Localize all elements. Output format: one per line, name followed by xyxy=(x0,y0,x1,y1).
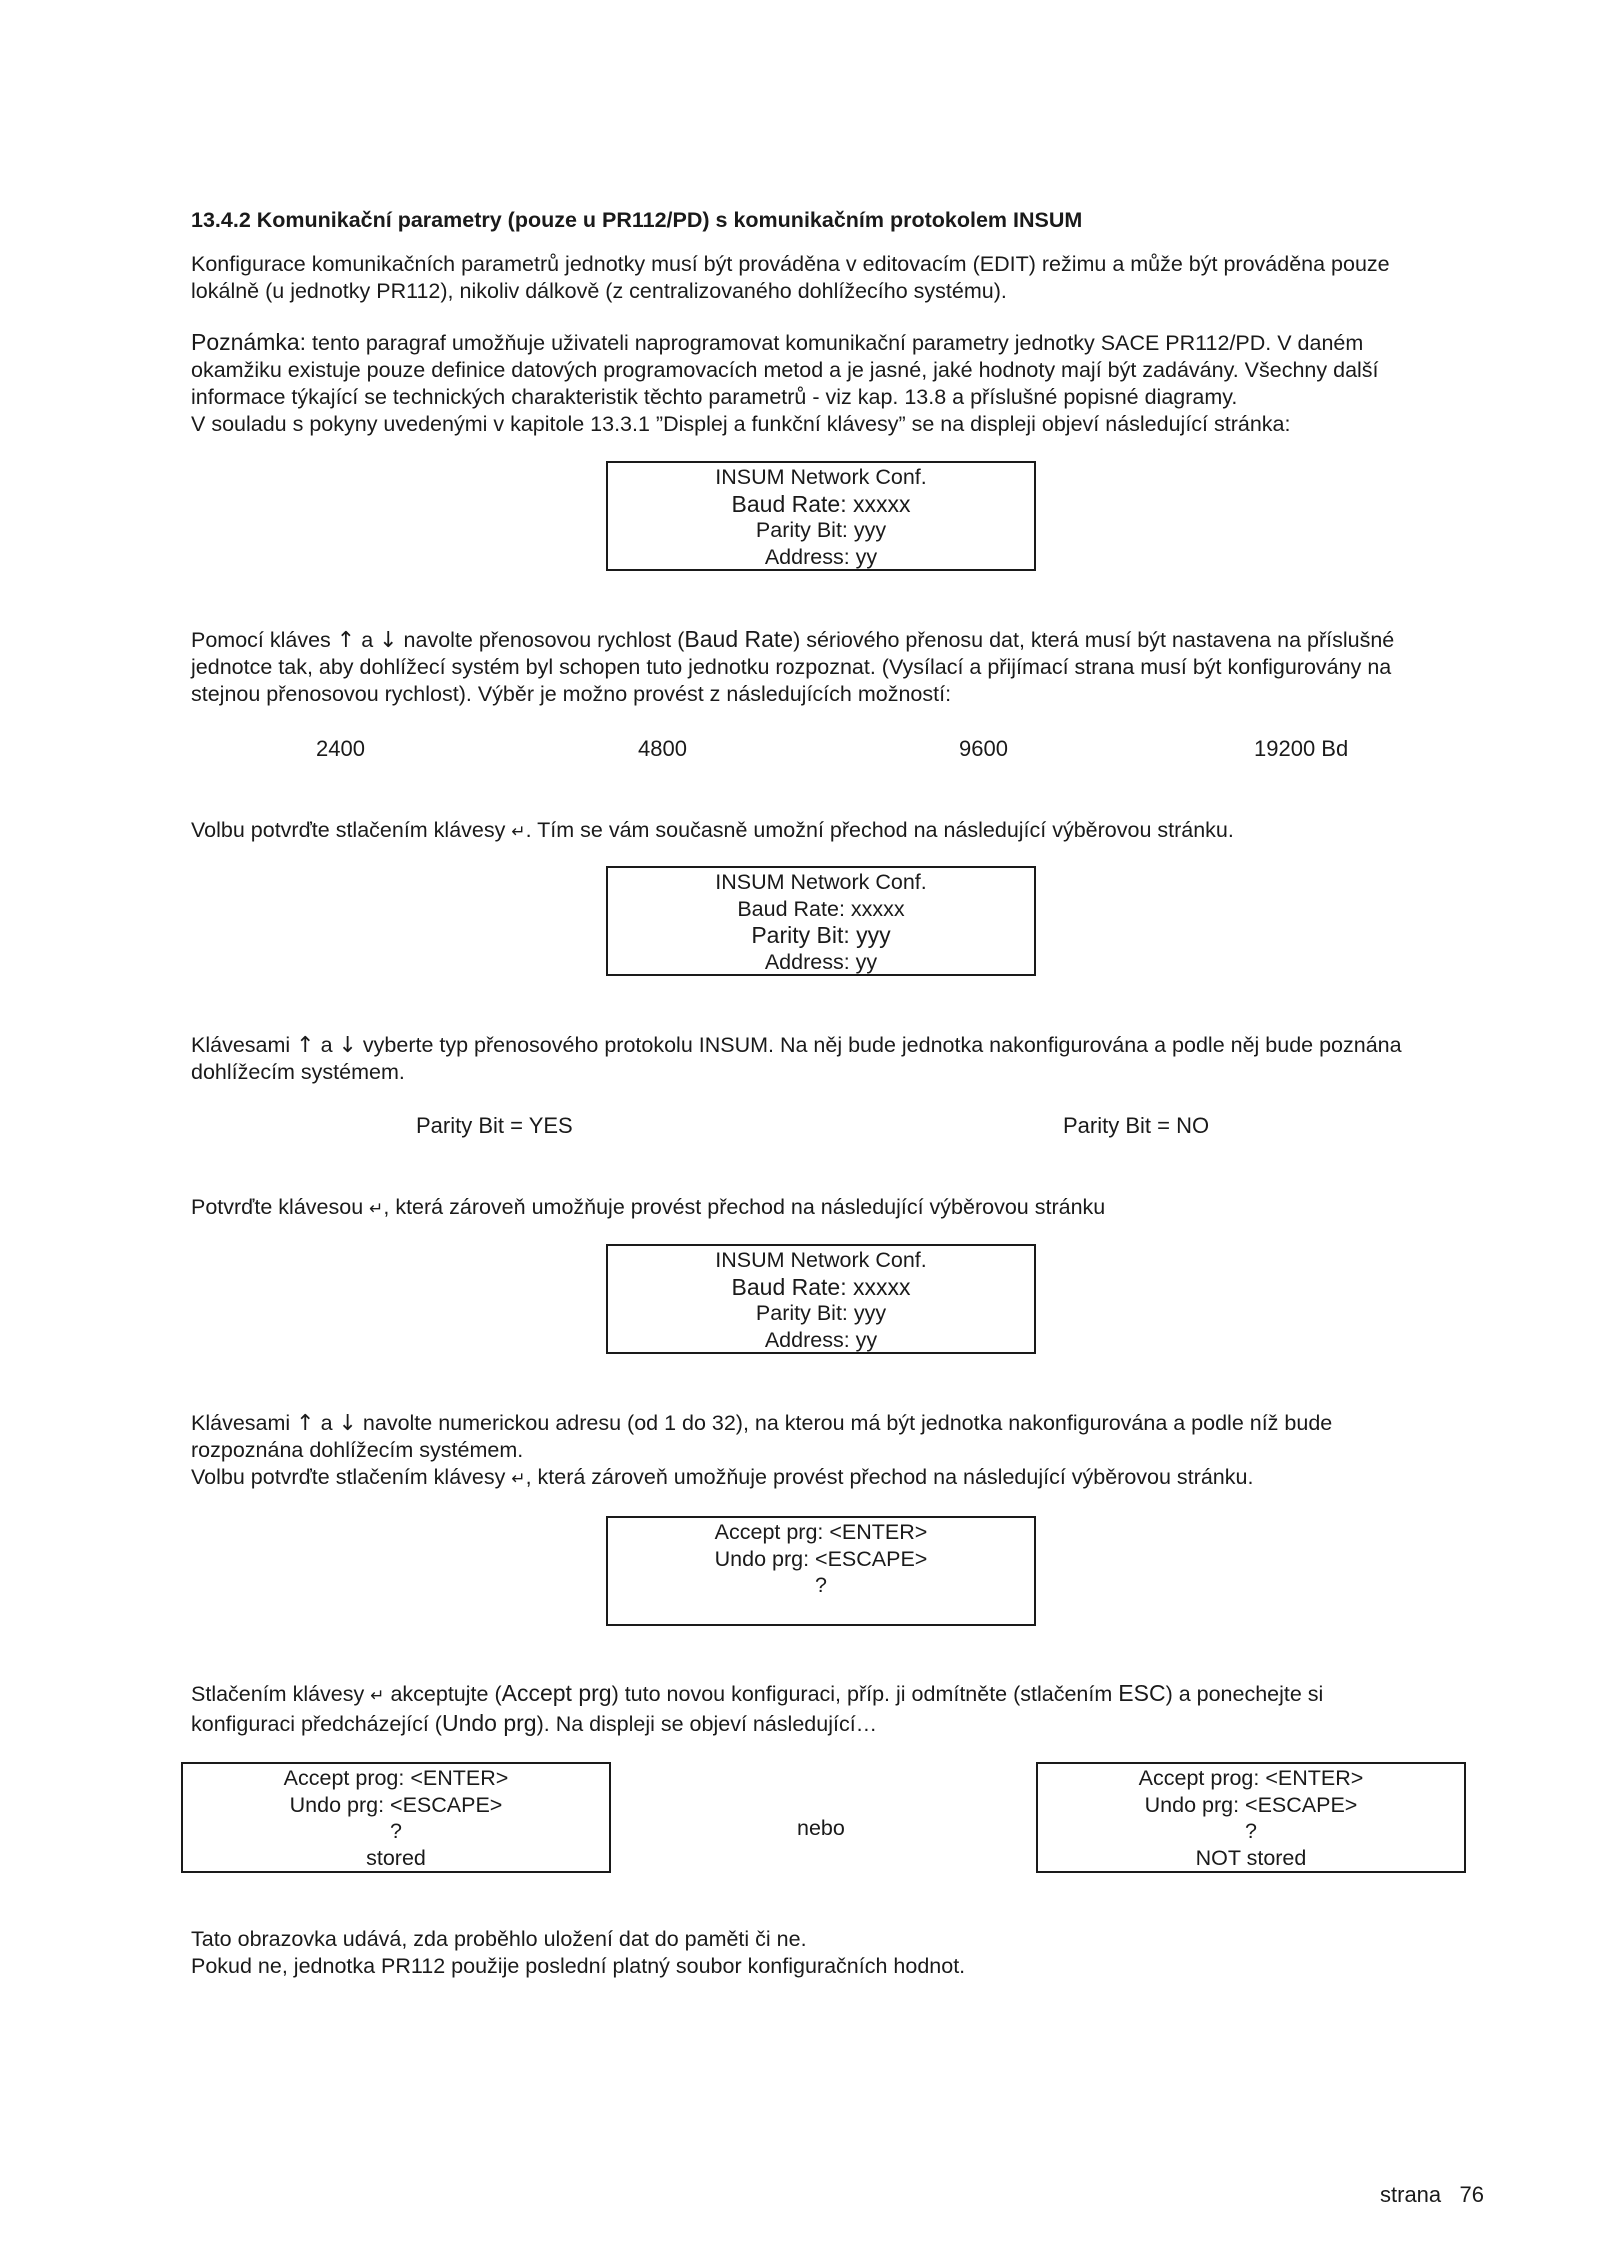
lcd-title: INSUM Network Conf. xyxy=(715,1248,927,1272)
intro-line-2: lokálně (u jednotky PR112), nikoliv dálkově (z centralizovaného dohlížecího systému). xyxy=(191,279,1007,303)
enter-key-icon: ↵ xyxy=(370,1686,385,1706)
lcd-address: Address: yy xyxy=(764,544,878,569)
baud-paragraph xyxy=(191,626,1491,708)
accept-paragraph xyxy=(191,1680,1491,1738)
lcd-title: INSUM Network Conf. xyxy=(715,870,927,894)
accept-prg-term: Accept prg xyxy=(501,1680,612,1706)
baud-line-3: stejnou přenosovou rychlost). Výběr je možno provést z následujících možností: xyxy=(191,682,952,706)
arrow-up-icon: ↑ xyxy=(296,1411,315,1436)
lcd-parity-bit: Parity Bit: yyy xyxy=(755,518,887,542)
lcd-display-accept xyxy=(606,1516,1036,1626)
arrow-up-icon: ↑ xyxy=(336,628,356,653)
enter-key-icon: ↵ xyxy=(511,1469,526,1489)
arrow-up-icon: ↑ xyxy=(296,1033,315,1058)
lcd-title: INSUM Network Conf. xyxy=(715,465,927,489)
lcd-display-stored xyxy=(181,1762,611,1873)
parity-text-pre: Klávesami xyxy=(191,1033,297,1057)
lcd-undo-line: Undo prg: <ESCAPE> xyxy=(289,1792,503,1817)
note-line-4: V souladu s pokyny uvedenými v kapitole 13.3.1 ”Displej a funkční klávesy” se na displeji objeví následující stránka: xyxy=(191,412,1291,436)
esc-term: ESC xyxy=(1118,1680,1166,1706)
lcd-baud-rate: Baud Rate: xxxxx xyxy=(731,1273,911,1300)
address-paragraph xyxy=(191,1410,1491,1493)
baud-option-9600: 9600 xyxy=(959,736,1008,761)
lcd-undo-line: Undo prg: <ESCAPE> xyxy=(714,1546,928,1571)
page-footer xyxy=(1380,2181,1484,2208)
lcd-baud-rate: Baud Rate: xxxxx xyxy=(737,896,905,921)
accept-line-2 xyxy=(191,1710,1491,1738)
enter-key-icon: ↵ xyxy=(511,822,526,842)
confirm-2-post: , která zároveň umožňuje provést přechod na následující výběrovou stránku xyxy=(383,1195,1106,1219)
accept-line-1 xyxy=(191,1680,1491,1710)
confirm-1-post: . Tím se vám současně umožní přechod na následující výběrovou stránku. xyxy=(525,818,1234,842)
confirm-2-pre: Potvrďte klávesou xyxy=(191,1195,370,1219)
lcd-accept-line: Accept prog: <ENTER> xyxy=(1138,1766,1364,1790)
arrow-down-icon: ↓ xyxy=(379,628,398,653)
section-heading: 13.4.2 Komunikační parametry (pouze u PR112/PD) s komunikačním protokolem INSUM xyxy=(191,208,1083,232)
nebo-label: nebo xyxy=(797,1816,845,1840)
lcd-question-line: ? xyxy=(815,1573,827,1597)
baud-line-2: jednotce tak, aby dohlížecí systém byl schopen tuto jednotku rozpoznat. (Vysílací a přijímací strana musí být konfigurovány na xyxy=(191,655,1392,679)
lcd-accept-line: Accept prg: <ENTER> xyxy=(714,1520,928,1544)
note-line-3: informace týkající se technických charakteristik těchto parametrů - viz kap. 13.8 a příslušné popisné diagramy. xyxy=(191,385,1238,409)
accept-line-2-post: ). Na displeji se objeví následující… xyxy=(536,1712,878,1736)
parity-paragraph xyxy=(191,1032,1491,1086)
accept-text-mid3: ) a ponechejte si xyxy=(1165,1682,1324,1706)
accept-text-mid1: akceptujte ( xyxy=(384,1682,502,1706)
address-line-3 xyxy=(191,1464,1491,1493)
confirm-2-line xyxy=(191,1194,1491,1223)
confirm-1-line xyxy=(191,817,1491,846)
accept-text-pre: Stlačením klávesy xyxy=(191,1682,371,1706)
lcd-address: Address: yy xyxy=(764,1327,878,1352)
note-label: Poznámka: xyxy=(191,329,307,355)
baud-rate-term: Baud Rate xyxy=(684,626,794,652)
lcd-display-network-baud xyxy=(606,461,1036,571)
intro-paragraph xyxy=(191,251,1491,305)
lcd-parity-bit: Parity Bit: yyy xyxy=(755,1301,887,1325)
address-line-3-post: , která zároveň umožňuje provést přechod na následující výběrovou stránku. xyxy=(525,1465,1254,1489)
address-line-1 xyxy=(191,1410,1491,1437)
parity-line-1 xyxy=(191,1032,1491,1059)
page-number: 76 xyxy=(1459,2182,1484,2207)
baud-option-4800: 4800 xyxy=(638,736,687,761)
lcd-baud-rate: Baud Rate: xxxxx xyxy=(731,490,911,517)
arrow-down-icon: ↓ xyxy=(338,1033,357,1058)
lcd-question-line: ? xyxy=(390,1819,402,1843)
lcd-parity-bit: Parity Bit: yyy xyxy=(751,922,891,948)
lcd-not-stored-line: NOT stored xyxy=(1195,1845,1307,1870)
lcd-accept-line: Accept prog: <ENTER> xyxy=(283,1766,509,1790)
baud-line-1 xyxy=(191,626,1491,654)
address-text-post: navolte numerickou adresu (od 1 do 32), na kterou má být jednotka nakonfigurována a podle níž bude xyxy=(356,1411,1333,1435)
lcd-display-not-stored xyxy=(1036,1762,1466,1873)
baud-text-post: ) sériového přenosu dat, která musí být nastavena na příslušné xyxy=(793,628,1395,652)
lcd-stored-line: stored xyxy=(366,1845,426,1870)
note-line-1-text: tento paragraf umožňuje uživateli naprogramovat komunikační parametry jednotky SACE PR112/PD. V daném xyxy=(306,331,1364,355)
confirm-paragraph-2 xyxy=(191,1194,1491,1223)
baud-text-pre: Pomocí kláves xyxy=(191,628,337,652)
arrow-down-icon: ↓ xyxy=(338,1411,357,1436)
closing-line-1: Tato obrazovka udává, zda proběhlo uložení dat do paměti či ne. xyxy=(191,1927,807,1951)
parity-option-no: Parity Bit = NO xyxy=(1063,1113,1210,1138)
confirm-paragraph-1 xyxy=(191,817,1491,846)
note-line-1 xyxy=(191,329,1491,357)
lcd-display-network-address xyxy=(606,1244,1036,1354)
note-paragraph xyxy=(191,329,1491,438)
lcd-undo-line: Undo prg: <ESCAPE> xyxy=(1144,1792,1358,1817)
address-text-and: a xyxy=(314,1411,339,1435)
enter-key-icon: ↵ xyxy=(369,1199,384,1219)
page-label: strana xyxy=(1380,2182,1442,2207)
parity-text-post: vyberte typ přenosového protokolu INSUM. Na něj bude jednotka nakonfigurována a podle něj bude poznána xyxy=(356,1033,1402,1057)
baud-option-19200: 19200 Bd xyxy=(1254,736,1349,761)
note-line-2: okamžiku existuje pouze definice datových programovacích metod a je jasné, jaké hodnoty mají být zadávány. Všechny další xyxy=(191,358,1379,382)
address-line-3-pre: Volbu potvrďte stlačením klávesy xyxy=(191,1465,512,1489)
parity-line-2: dohlížecím systémem. xyxy=(191,1060,405,1084)
baud-text-mid: navolte přenosovou rychlost ( xyxy=(397,628,685,652)
closing-paragraph xyxy=(191,1926,1491,1980)
closing-line-2: Pokud ne, jednotka PR112 použije poslední platný soubor konfiguračních hodnot. xyxy=(191,1954,966,1978)
lcd-address: Address: yy xyxy=(764,949,878,974)
address-line-2: rozpoznána dohlížecím systémem. xyxy=(191,1438,524,1462)
confirm-1-pre: Volbu potvrďte stlačením klávesy xyxy=(191,818,512,842)
accept-text-mid2: ) tuto novou konfiguraci, příp. ji odmítněte (stlačením xyxy=(611,1682,1119,1706)
baud-option-2400: 2400 xyxy=(316,736,365,761)
lcd-question-line: ? xyxy=(1245,1819,1257,1843)
intro-line-1: Konfigurace komunikačních parametrů jednotky musí být prováděna v editovacím (EDIT) režimu a může být prováděna pouze xyxy=(191,252,1390,276)
undo-prg-term: Undo prg xyxy=(441,1710,537,1736)
parity-option-yes: Parity Bit = YES xyxy=(416,1113,573,1138)
parity-text-and: a xyxy=(314,1033,339,1057)
address-text-pre: Klávesami xyxy=(191,1411,297,1435)
baud-text-and: a xyxy=(355,628,380,652)
lcd-display-network-parity xyxy=(606,866,1036,976)
accept-line-2-pre: konfiguraci předcházející ( xyxy=(191,1712,442,1736)
